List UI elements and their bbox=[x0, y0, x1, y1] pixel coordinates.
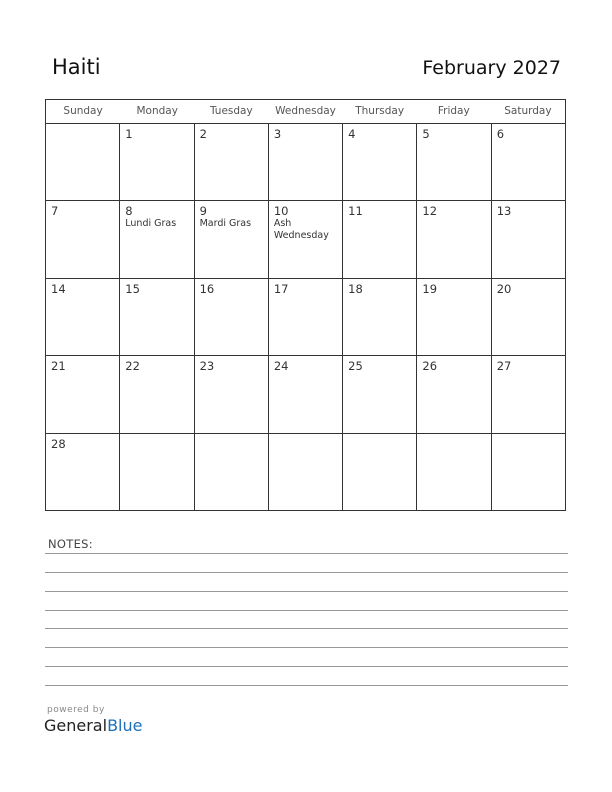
day-number: 9 bbox=[199, 204, 207, 219]
day-number: 17 bbox=[273, 281, 289, 296]
day-cell bbox=[120, 279, 194, 355]
day-number: 3 bbox=[273, 127, 282, 141]
brand-general: General bbox=[44, 716, 108, 735]
day-cell bbox=[492, 356, 565, 432]
weekday-wednesday: Wednesday bbox=[275, 105, 336, 117]
day-cell bbox=[120, 124, 194, 200]
day-cell bbox=[269, 124, 343, 200]
country-title: Haiti bbox=[52, 55, 101, 79]
day-number: 10 bbox=[273, 204, 289, 219]
day-cell bbox=[343, 356, 417, 432]
day-cell bbox=[492, 201, 565, 277]
day-cell bbox=[343, 201, 417, 277]
note-line bbox=[45, 628, 568, 629]
day-number: 5 bbox=[422, 127, 430, 141]
day-number: 21 bbox=[51, 359, 66, 374]
weekday-sunday: Sunday bbox=[63, 105, 103, 117]
day-cell bbox=[492, 279, 565, 355]
day-cell bbox=[46, 356, 120, 432]
week-row bbox=[46, 434, 565, 510]
day-number: 22 bbox=[125, 359, 140, 374]
day-number: 16 bbox=[199, 281, 215, 296]
day-number: 23 bbox=[199, 359, 215, 374]
week-row bbox=[46, 279, 565, 356]
day-cell bbox=[492, 124, 565, 200]
day-cell bbox=[343, 434, 417, 510]
day-number: 7 bbox=[51, 204, 59, 219]
holiday-label: Ash Wednesday bbox=[273, 218, 329, 242]
weekday-saturday: Saturday bbox=[504, 105, 552, 117]
brand-blue: Blue bbox=[107, 716, 143, 735]
day-number: 8 bbox=[125, 204, 133, 219]
day-cell bbox=[195, 124, 269, 200]
day-number: 20 bbox=[496, 281, 512, 296]
day-cell bbox=[417, 124, 491, 200]
day-cell bbox=[492, 434, 565, 510]
day-cell bbox=[269, 356, 343, 432]
day-cell bbox=[269, 434, 343, 510]
month-title: February 2027 bbox=[422, 57, 561, 79]
day-number: 4 bbox=[348, 127, 356, 141]
day-number: 2 bbox=[199, 127, 207, 141]
day-cell bbox=[417, 356, 491, 432]
day-number: 25 bbox=[348, 359, 363, 374]
weekday-thursday: Thursday bbox=[355, 105, 405, 117]
day-cell bbox=[417, 201, 491, 277]
powered-by-text: powered by bbox=[47, 705, 105, 715]
calendar-grid bbox=[45, 99, 566, 511]
day-cell bbox=[269, 201, 343, 277]
day-cell bbox=[343, 279, 417, 355]
day-number: 18 bbox=[348, 281, 363, 296]
day-number: 13 bbox=[496, 204, 512, 219]
day-cell bbox=[120, 356, 194, 432]
day-number: 15 bbox=[125, 281, 140, 296]
day-cell bbox=[343, 124, 417, 200]
day-cell bbox=[46, 434, 120, 510]
note-line bbox=[45, 553, 568, 554]
holiday-label: Mardi Gras bbox=[199, 218, 252, 230]
day-number: 12 bbox=[422, 204, 438, 219]
day-number: 11 bbox=[348, 204, 363, 219]
weeks-container bbox=[46, 124, 565, 510]
week-row bbox=[46, 356, 565, 433]
day-number: 6 bbox=[496, 127, 505, 141]
day-cell bbox=[46, 124, 120, 200]
weekday-monday: Monday bbox=[136, 105, 178, 117]
notes-label: NOTES: bbox=[48, 537, 93, 551]
weekday-tuesday: Tuesday bbox=[209, 105, 253, 117]
day-cell bbox=[195, 279, 269, 355]
day-number: 19 bbox=[422, 281, 438, 296]
note-line bbox=[45, 647, 568, 648]
day-cell bbox=[120, 201, 194, 277]
week-row bbox=[46, 201, 565, 278]
note-line bbox=[45, 572, 568, 573]
brand-logo bbox=[44, 716, 142, 735]
day-cell bbox=[195, 356, 269, 432]
note-line bbox=[45, 591, 568, 592]
note-line bbox=[45, 610, 568, 611]
note-line bbox=[45, 685, 568, 686]
day-number: 28 bbox=[51, 436, 66, 451]
day-cell bbox=[269, 279, 343, 355]
day-cell bbox=[417, 279, 491, 355]
holiday-label: Lundi Gras bbox=[125, 218, 177, 230]
day-number: 14 bbox=[51, 281, 66, 296]
day-cell bbox=[195, 434, 269, 510]
day-cell bbox=[46, 201, 120, 277]
weekday-friday: Friday bbox=[437, 105, 470, 117]
week-row bbox=[46, 124, 565, 201]
day-number: 1 bbox=[125, 127, 133, 141]
day-number: 24 bbox=[273, 359, 289, 374]
note-line bbox=[45, 666, 568, 667]
day-cell bbox=[417, 434, 491, 510]
weekday-header-row bbox=[46, 100, 565, 124]
day-number: 26 bbox=[422, 359, 438, 374]
day-number: 27 bbox=[496, 359, 512, 374]
day-cell bbox=[46, 279, 120, 355]
day-cell bbox=[120, 434, 194, 510]
day-cell bbox=[195, 201, 269, 277]
